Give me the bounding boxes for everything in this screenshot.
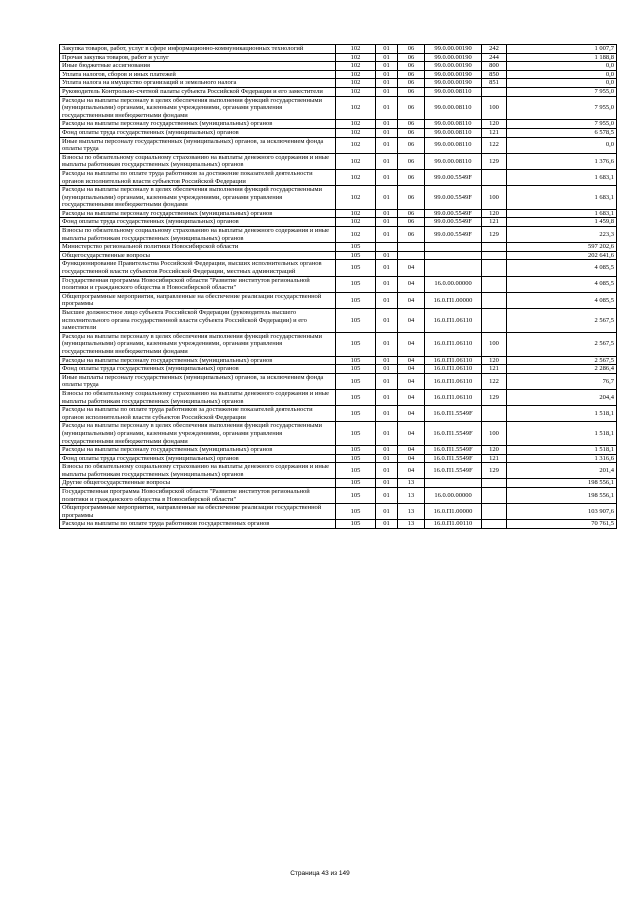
table-row — [60, 251, 617, 260]
cell-name: Взносы по обязательному социальному страхованию на выплаты денежного содержания и иные выплаты работникам государственных (муниципальных) органов — [60, 389, 336, 405]
cell-csr: 16.0.П1.00110 — [425, 520, 482, 529]
cell-gr: 105 — [336, 251, 376, 260]
cell-rz — [376, 243, 398, 252]
cell-rz: 01 — [376, 276, 398, 292]
table-row — [60, 260, 617, 276]
cell-vr: 100 — [482, 186, 507, 210]
cell-rz: 01 — [376, 227, 398, 243]
cell-sum: 0,0 — [507, 79, 617, 88]
cell-gr: 102 — [336, 153, 376, 169]
cell-rz: 01 — [376, 79, 398, 88]
cell-vr — [482, 520, 507, 529]
cell-sum: 2 567,5 — [507, 309, 617, 333]
cell-csr: 16.0.П1.06110 — [425, 389, 482, 405]
cell-name: Расходы на выплаты персоналу в целях обеспечения выполнения функций государственными (муниципальными) органами, казенными учреждениями, органами управления государственными внебюджетными фондами — [60, 422, 336, 446]
cell-name: Расходы на выплаты по оплате труда работников за достижение показателей деятельности органов исполнительной власти субъектов Российской Федерации — [60, 406, 336, 422]
cell-gr: 102 — [336, 128, 376, 137]
cell-vr — [482, 169, 507, 185]
cell-csr: 16.0.П1.06110 — [425, 365, 482, 374]
cell-gr: 105 — [336, 292, 376, 308]
cell-name: Расходы на выплаты персоналу государственных (муниципальных) органов — [60, 120, 336, 129]
cell-sum: 70 761,5 — [507, 520, 617, 529]
cell-pr: 04 — [398, 389, 425, 405]
cell-rz: 01 — [376, 153, 398, 169]
cell-pr: 13 — [398, 504, 425, 520]
cell-pr: 04 — [398, 292, 425, 308]
cell-gr: 105 — [336, 446, 376, 455]
cell-gr: 102 — [336, 79, 376, 88]
cell-pr: 06 — [398, 218, 425, 227]
cell-vr — [482, 251, 507, 260]
cell-csr: 99.0.00.5549F — [425, 186, 482, 210]
cell-sum: 76,7 — [507, 373, 617, 389]
table-row — [60, 153, 617, 169]
cell-name: Фонд оплаты труда государственных (муниципальных) органов — [60, 365, 336, 374]
cell-name: Уплата налогов, сборов и иных платежей — [60, 70, 336, 79]
cell-rz: 01 — [376, 209, 398, 218]
cell-pr: 06 — [398, 70, 425, 79]
cell-vr: 800 — [482, 62, 507, 71]
cell-vr — [482, 243, 507, 252]
table-row — [60, 169, 617, 185]
table-row — [60, 53, 617, 62]
cell-vr: 120 — [482, 209, 507, 218]
table-row — [60, 332, 617, 356]
table-row — [60, 62, 617, 71]
table-row — [60, 309, 617, 333]
cell-vr: 100 — [482, 422, 507, 446]
table-row — [60, 70, 617, 79]
cell-rz: 01 — [376, 309, 398, 333]
cell-pr: 06 — [398, 169, 425, 185]
cell-vr: 122 — [482, 373, 507, 389]
cell-vr: 129 — [482, 153, 507, 169]
cell-pr: 04 — [398, 422, 425, 446]
cell-rz: 01 — [376, 137, 398, 153]
cell-rz: 01 — [376, 251, 398, 260]
cell-csr: 99.0.00.08110 — [425, 87, 482, 96]
cell-sum: 2 286,4 — [507, 365, 617, 374]
cell-vr — [482, 260, 507, 276]
cell-pr: 04 — [398, 463, 425, 479]
cell-sum: 597 202,6 — [507, 243, 617, 252]
cell-rz: 01 — [376, 292, 398, 308]
cell-gr: 102 — [336, 53, 376, 62]
cell-name: Высшее должностное лицо субъекта Российской Федерации (руководитель высшего исполнительного органа государственной власти субъекта Российской Федерации) и его заместители — [60, 309, 336, 333]
cell-rz: 01 — [376, 479, 398, 488]
cell-vr — [482, 292, 507, 308]
cell-vr: 121 — [482, 454, 507, 463]
cell-gr: 102 — [336, 120, 376, 129]
cell-rz: 01 — [376, 446, 398, 455]
cell-sum: 1 683,1 — [507, 209, 617, 218]
cell-csr: 99.0.00.00190 — [425, 45, 482, 54]
cell-name: Расходы на выплаты персоналу в целях обеспечения выполнения функций государственными (муниципальными) органами, казенными учреждениями, органами управления государственными внебюджетными фондами — [60, 332, 336, 356]
cell-rz: 01 — [376, 128, 398, 137]
cell-name: Закупка товаров, работ, услуг в сфере информационно-коммуникационных технологий — [60, 45, 336, 54]
cell-sum: 198 556,1 — [507, 488, 617, 504]
cell-sum: 204,4 — [507, 389, 617, 405]
cell-vr: 242 — [482, 45, 507, 54]
cell-vr: 121 — [482, 218, 507, 227]
cell-rz: 01 — [376, 389, 398, 405]
cell-csr: 16.0.П1.06110 — [425, 373, 482, 389]
cell-sum: 4 085,5 — [507, 260, 617, 276]
cell-csr — [425, 260, 482, 276]
cell-gr: 102 — [336, 70, 376, 79]
table-row — [60, 504, 617, 520]
cell-sum: 0,0 — [507, 70, 617, 79]
cell-name: Другие общегосударственные вопросы — [60, 479, 336, 488]
cell-pr: 04 — [398, 454, 425, 463]
cell-pr: 04 — [398, 332, 425, 356]
cell-vr — [482, 276, 507, 292]
cell-pr: 06 — [398, 120, 425, 129]
cell-csr — [425, 479, 482, 488]
cell-sum: 1 376,6 — [507, 153, 617, 169]
cell-csr: 16.0.П1.00000 — [425, 292, 482, 308]
cell-gr: 105 — [336, 356, 376, 365]
table-row — [60, 406, 617, 422]
cell-vr — [482, 488, 507, 504]
cell-csr: 99.0.00.00190 — [425, 53, 482, 62]
cell-vr: 122 — [482, 137, 507, 153]
cell-csr: 99.0.00.08110 — [425, 128, 482, 137]
table-row — [60, 422, 617, 446]
cell-csr: 16.0.П1.00000 — [425, 504, 482, 520]
cell-csr — [425, 243, 482, 252]
cell-rz: 01 — [376, 463, 398, 479]
cell-pr: 13 — [398, 488, 425, 504]
cell-name: Государственная программа Новосибирской области "Развитие институтов региональной политики и гражданского общества в Новосибирской области" — [60, 488, 336, 504]
cell-sum: 7 955,0 — [507, 96, 617, 120]
cell-rz: 01 — [376, 120, 398, 129]
cell-gr: 102 — [336, 96, 376, 120]
table-row — [60, 243, 617, 252]
cell-csr: 99.0.00.5549F — [425, 169, 482, 185]
cell-csr: 16.0.П1.5549F — [425, 422, 482, 446]
cell-name: Расходы на выплаты персоналу в целях обеспечения выполнения функций государственными (муниципальными) органами, казенными учреждениями, органами управления государственными внебюджетными фондами — [60, 96, 336, 120]
cell-pr: 06 — [398, 186, 425, 210]
cell-vr: 100 — [482, 96, 507, 120]
cell-sum: 201,4 — [507, 463, 617, 479]
cell-csr: 99.0.00.08110 — [425, 137, 482, 153]
cell-pr: 06 — [398, 53, 425, 62]
cell-name: Фонд оплаты труда государственных (муниципальных) органов — [60, 218, 336, 227]
cell-pr: 04 — [398, 373, 425, 389]
cell-rz: 01 — [376, 406, 398, 422]
cell-csr: 99.0.00.00190 — [425, 62, 482, 71]
table-row — [60, 276, 617, 292]
cell-sum: 202 641,6 — [507, 251, 617, 260]
cell-gr: 105 — [336, 504, 376, 520]
cell-gr: 105 — [336, 309, 376, 333]
cell-gr: 105 — [336, 373, 376, 389]
cell-rz: 01 — [376, 96, 398, 120]
cell-gr: 105 — [336, 243, 376, 252]
cell-csr — [425, 251, 482, 260]
cell-rz: 01 — [376, 488, 398, 504]
cell-csr: 16.0.П1.06110 — [425, 309, 482, 333]
cell-pr: 06 — [398, 153, 425, 169]
cell-rz: 01 — [376, 356, 398, 365]
cell-rz: 01 — [376, 218, 398, 227]
cell-gr: 105 — [336, 488, 376, 504]
cell-csr: 99.0.00.00190 — [425, 70, 482, 79]
cell-csr: 16.0.П1.5549F — [425, 446, 482, 455]
cell-csr: 99.0.00.5549F — [425, 227, 482, 243]
cell-rz: 01 — [376, 422, 398, 446]
table-row — [60, 128, 617, 137]
cell-rz: 01 — [376, 373, 398, 389]
cell-gr: 105 — [336, 406, 376, 422]
table-row — [60, 463, 617, 479]
cell-gr: 102 — [336, 62, 376, 71]
cell-rz: 01 — [376, 45, 398, 54]
cell-sum: 103 907,6 — [507, 504, 617, 520]
cell-rz: 01 — [376, 62, 398, 71]
cell-gr: 105 — [336, 332, 376, 356]
cell-vr: 120 — [482, 446, 507, 455]
cell-rz: 01 — [376, 520, 398, 529]
cell-name: Взносы по обязательному социальному страхованию на выплаты денежного содержания и иные выплаты работникам государственных (муниципальных) органов — [60, 227, 336, 243]
cell-pr: 13 — [398, 479, 425, 488]
cell-pr: 06 — [398, 128, 425, 137]
cell-pr: 04 — [398, 276, 425, 292]
cell-sum: 1 518,1 — [507, 406, 617, 422]
cell-sum: 2 567,5 — [507, 356, 617, 365]
cell-gr: 102 — [336, 227, 376, 243]
cell-rz: 01 — [376, 332, 398, 356]
table-row — [60, 389, 617, 405]
cell-name: Уплата налога на имущество организаций и земельного налога — [60, 79, 336, 88]
cell-name: Функционирование Правительства Российской Федерации, высших исполнительных органов государственной власти субъектов Российской Федерации, местных администраций — [60, 260, 336, 276]
cell-gr: 102 — [336, 186, 376, 210]
cell-pr: 06 — [398, 62, 425, 71]
cell-name: Взносы по обязательному социальному страхованию на выплаты денежного содержания и иные выплаты работникам государственных (муниципальных) органов — [60, 153, 336, 169]
cell-gr: 102 — [336, 87, 376, 96]
cell-name: Руководитель Контрольно-счетной палаты субъекта Российской Федерации и его заместители — [60, 87, 336, 96]
cell-csr: 16.0.П1.5549F — [425, 454, 482, 463]
table-row — [60, 120, 617, 129]
cell-gr: 102 — [336, 137, 376, 153]
cell-sum: 1 007,7 — [507, 45, 617, 54]
cell-pr: 06 — [398, 209, 425, 218]
cell-gr: 102 — [336, 45, 376, 54]
table-body — [60, 45, 617, 529]
cell-csr: 16.0.П1.5549F — [425, 406, 482, 422]
cell-sum: 1 316,6 — [507, 454, 617, 463]
cell-rz: 01 — [376, 365, 398, 374]
cell-sum: 6 578,5 — [507, 128, 617, 137]
table-row — [60, 87, 617, 96]
cell-name: Расходы на выплаты по оплате труда работников государственных органов — [60, 520, 336, 529]
cell-csr: 16.0.П1.5549F — [425, 463, 482, 479]
table-row — [60, 96, 617, 120]
cell-rz: 01 — [376, 504, 398, 520]
table-row — [60, 79, 617, 88]
cell-sum: 1 188,8 — [507, 53, 617, 62]
table-row — [60, 186, 617, 210]
cell-sum: 1 518,1 — [507, 446, 617, 455]
cell-gr: 105 — [336, 422, 376, 446]
cell-pr — [398, 243, 425, 252]
cell-vr: 120 — [482, 356, 507, 365]
cell-vr: 121 — [482, 365, 507, 374]
cell-pr: 04 — [398, 406, 425, 422]
cell-sum: 7 955,0 — [507, 120, 617, 129]
cell-vr: 129 — [482, 227, 507, 243]
cell-name: Расходы на выплаты персоналу в целях обеспечения выполнения функций государственными (муниципальными) органами, казенными учреждениями, органами управления государственными внебюджетными фондами — [60, 186, 336, 210]
cell-sum: 1 683,1 — [507, 169, 617, 185]
cell-vr: 129 — [482, 463, 507, 479]
cell-rz: 01 — [376, 454, 398, 463]
cell-pr: 06 — [398, 96, 425, 120]
cell-csr: 99.0.00.08110 — [425, 120, 482, 129]
cell-vr: 121 — [482, 128, 507, 137]
table-row — [60, 45, 617, 54]
cell-pr — [398, 251, 425, 260]
table-row — [60, 446, 617, 455]
cell-pr: 04 — [398, 365, 425, 374]
cell-rz: 01 — [376, 260, 398, 276]
cell-csr: 16.0.00.00000 — [425, 276, 482, 292]
cell-name: Общепрограммные мероприятия, направленные на обеспечение реализации государственной программы — [60, 504, 336, 520]
cell-sum: 198 556,1 — [507, 479, 617, 488]
cell-pr: 06 — [398, 87, 425, 96]
table-row — [60, 292, 617, 308]
budget-table — [59, 44, 617, 529]
cell-name: Фонд оплаты труда государственных (муниципальных) органов — [60, 128, 336, 137]
cell-vr: 120 — [482, 120, 507, 129]
cell-csr: 99.0.00.5549F — [425, 209, 482, 218]
cell-rz: 01 — [376, 70, 398, 79]
cell-sum: 1 518,1 — [507, 422, 617, 446]
cell-pr: 04 — [398, 446, 425, 455]
cell-pr: 13 — [398, 520, 425, 529]
cell-sum: 4 085,5 — [507, 276, 617, 292]
cell-csr: 99.0.00.00190 — [425, 79, 482, 88]
cell-gr: 105 — [336, 389, 376, 405]
cell-pr: 06 — [398, 137, 425, 153]
table-row — [60, 227, 617, 243]
cell-rz: 01 — [376, 53, 398, 62]
table-row — [60, 520, 617, 529]
table-row — [60, 137, 617, 153]
cell-gr: 105 — [336, 479, 376, 488]
cell-vr: 129 — [482, 389, 507, 405]
cell-vr — [482, 87, 507, 96]
cell-sum: 0,0 — [507, 62, 617, 71]
cell-name: Государственная программа Новосибирской области "Развитие институтов региональной политики и гражданского общества в Новосибирской области" — [60, 276, 336, 292]
table-row — [60, 356, 617, 365]
cell-pr: 06 — [398, 79, 425, 88]
cell-pr: 04 — [398, 309, 425, 333]
page-footer: Страница 43 из 149 — [290, 870, 350, 877]
cell-name: Расходы на выплаты персоналу государственных (муниципальных) органов — [60, 209, 336, 218]
cell-vr — [482, 479, 507, 488]
cell-gr: 105 — [336, 276, 376, 292]
cell-sum: 223,3 — [507, 227, 617, 243]
cell-pr: 06 — [398, 227, 425, 243]
cell-gr: 102 — [336, 169, 376, 185]
cell-sum: 0,0 — [507, 137, 617, 153]
table-row — [60, 479, 617, 488]
cell-name: Прочая закупка товаров, работ и услуг — [60, 53, 336, 62]
cell-name: Фонд оплаты труда государственных (муниципальных) органов — [60, 454, 336, 463]
cell-gr: 105 — [336, 463, 376, 479]
cell-csr: 99.0.00.08110 — [425, 153, 482, 169]
cell-pr: 04 — [398, 260, 425, 276]
cell-rz: 01 — [376, 186, 398, 210]
cell-name: Общепрограммные мероприятия, направленные на обеспечение реализации государственной программы — [60, 292, 336, 308]
cell-rz: 01 — [376, 169, 398, 185]
cell-name: Взносы по обязательному социальному страхованию на выплаты денежного содержания и иные выплаты работникам государственных (муниципальных) органов — [60, 463, 336, 479]
cell-gr: 105 — [336, 260, 376, 276]
cell-vr — [482, 504, 507, 520]
table-row — [60, 365, 617, 374]
cell-name: Расходы на выплаты по оплате труда работников за достижение показателей деятельности органов исполнительной власти субъектов Российской Федерации — [60, 169, 336, 185]
cell-name: Министерство региональной политики Новосибирской области — [60, 243, 336, 252]
cell-sum: 2 567,5 — [507, 332, 617, 356]
cell-sum: 7 955,0 — [507, 87, 617, 96]
cell-csr: 16.0.00.00000 — [425, 488, 482, 504]
table-row — [60, 218, 617, 227]
cell-name: Общегосударственные вопросы — [60, 251, 336, 260]
cell-vr — [482, 406, 507, 422]
cell-sum: 4 085,5 — [507, 292, 617, 308]
cell-vr — [482, 309, 507, 333]
cell-vr: 850 — [482, 70, 507, 79]
table-row — [60, 209, 617, 218]
cell-gr: 105 — [336, 365, 376, 374]
cell-sum: 1 683,1 — [507, 186, 617, 210]
cell-name: Иные бюджетные ассигнования — [60, 62, 336, 71]
cell-vr: 851 — [482, 79, 507, 88]
cell-name: Расходы на выплаты персоналу государственных (муниципальных) органов — [60, 446, 336, 455]
cell-pr: 04 — [398, 356, 425, 365]
cell-vr: 244 — [482, 53, 507, 62]
cell-name: Иные выплаты персоналу государственных (муниципальных) органов, за исключением фонда оплаты труда — [60, 373, 336, 389]
table-row — [60, 373, 617, 389]
cell-sum: 1 459,8 — [507, 218, 617, 227]
cell-rz: 01 — [376, 87, 398, 96]
cell-pr: 06 — [398, 45, 425, 54]
cell-gr: 105 — [336, 520, 376, 529]
cell-csr: 16.0.П1.06110 — [425, 356, 482, 365]
cell-gr: 102 — [336, 218, 376, 227]
cell-csr: 99.0.00.5549F — [425, 218, 482, 227]
cell-gr: 102 — [336, 209, 376, 218]
cell-gr: 105 — [336, 454, 376, 463]
cell-csr: 16.0.П1.06110 — [425, 332, 482, 356]
cell-vr: 100 — [482, 332, 507, 356]
cell-name: Иные выплаты персоналу государственных (муниципальных) органов, за исключением фонда оплаты труда — [60, 137, 336, 153]
cell-name: Расходы на выплаты персоналу государственных (муниципальных) органов — [60, 356, 336, 365]
table-row — [60, 454, 617, 463]
table-row — [60, 488, 617, 504]
cell-csr: 99.0.00.08110 — [425, 96, 482, 120]
